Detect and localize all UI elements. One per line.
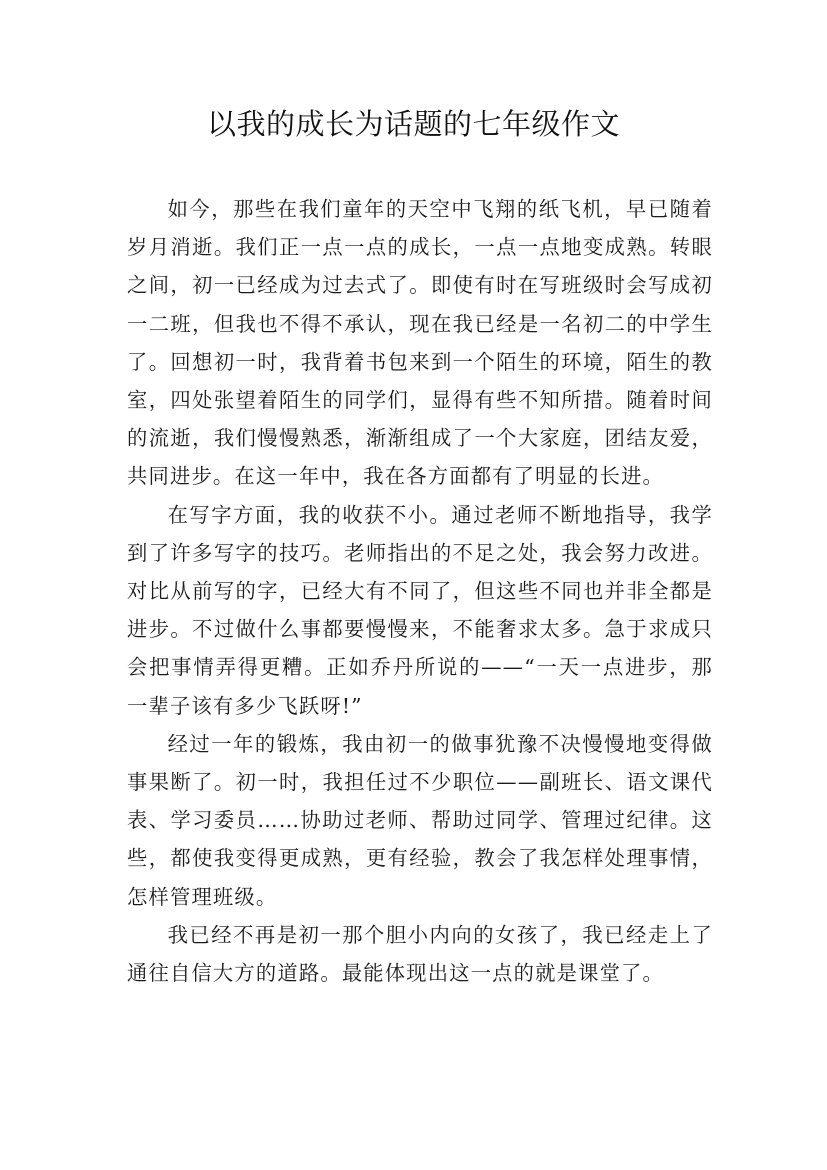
paragraph-4: 我已经不再是初一那个胆小内向的女孩了，我已经走上了通往自信大方的道路。最能体现出这一点的就是课堂了。 [127,922,713,986]
document-title: 以我的成长为话题的七年级作文 [206,107,620,141]
paragraph-1: 如今，那些在我们童年的天空中飞翔的纸飞机，早已随着岁月消逝。我们正一点一点的成长，一点一点地变成熟。转眼之间，初一已经成为过去式了。即使有时在写班级时会写成初一二班，但我也不得不承认，现在我已经是一名初二的中学生了。回想初一时，我背着书包来到一个陌生的环境，陌生的教室，四处张望着陌生的同学们，显得有些不知所措。随着时间的流逝，我们慢慢熟悉，渐渐组成了一个大家庭，团结友爱，共同进步。在这一年中，我在各方面都有了明显的长进。 [127,197,713,489]
paragraph-2: 在写字方面，我的收获不小。通过老师不断地指导，我学到了许多写字的技巧。老师指出的不足之处，我会努力改进。对比从前写的字，已经大有不同了，但这些不同也并非全都是进步。不过做什么事都要慢慢来，不能奢求太多。急于求成只会把事情弄得更糟。正如乔丹所说的——“一天一点进步，那一辈子该有多少飞跃呀!” [127,502,713,718]
document-body [127,190,713,992]
paragraph-3: 经过一年的锻炼，我由初一的做事犹豫不决慢慢地变得做事果断了。初一时，我担任过不少职位——副班长、语文课代表、学习委员……协助过老师、帮助过同学、管理过纪律。这些，都使我变得更成熟，更有经验，教会了我怎样处理事情，怎样管理班级。 [127,731,713,909]
